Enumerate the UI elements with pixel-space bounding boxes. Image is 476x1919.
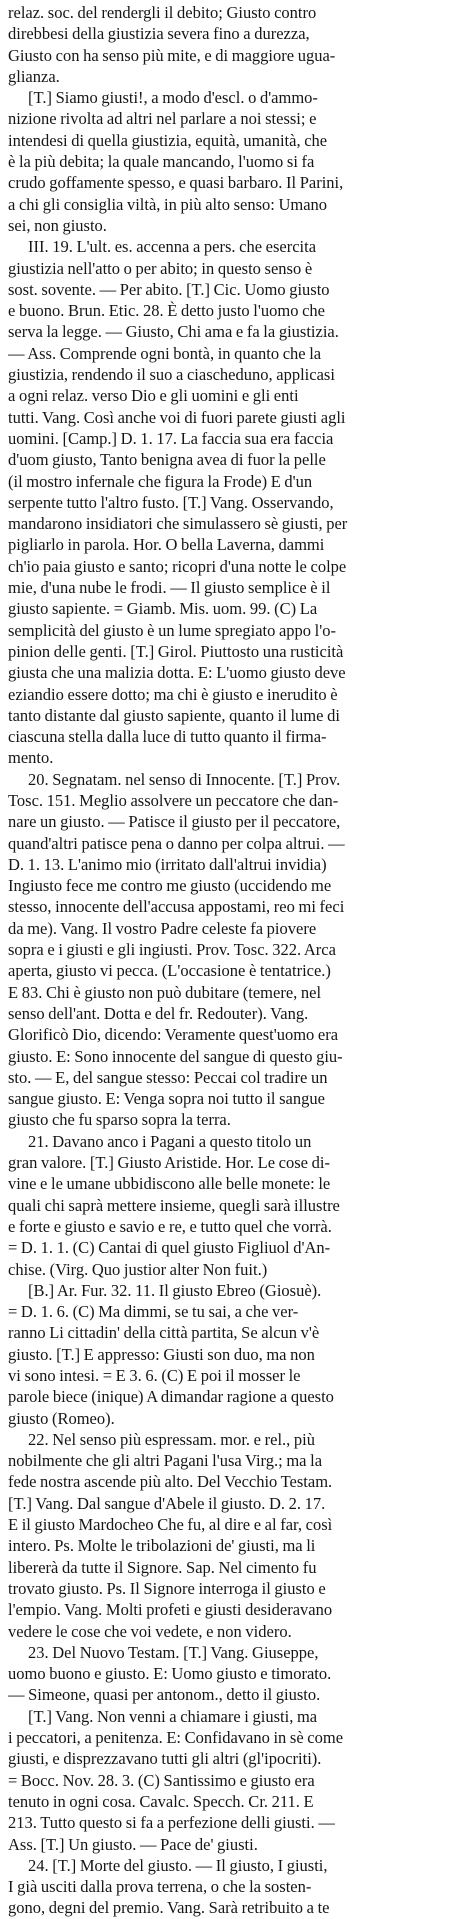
paragraph-s22 bbox=[8, 1429, 466, 1642]
text-line: = D. 1. 6. (C) Ma dimmi, se tu sai, a che ver- bbox=[8, 1302, 299, 1322]
text-line: d'uom giusto, Tanto benigna avea di fuor la pelle bbox=[8, 450, 326, 470]
text-line: trovato giusto. Ps. Il Signore interroga il giusto e bbox=[8, 1578, 326, 1598]
text-line: l'empio. Vang. Molti profeti e giusti desideravano bbox=[8, 1600, 333, 1620]
text-line: giusto sapiente. = Giamb. Mis. uom. 99. (C) La bbox=[8, 599, 318, 619]
paragraph-b-ar bbox=[8, 1280, 466, 1429]
text-line: Ingiusto fece me contro me giusto (uccidendo me bbox=[8, 876, 332, 896]
paragraph-t-vang bbox=[8, 1706, 466, 1855]
text-line: 21. Davano anco i Pagani a questo titolo un bbox=[28, 1131, 312, 1151]
text-line: e buono. Brun. Etic. 28. È detto justo l'uomo che bbox=[8, 301, 325, 321]
text-line: intendesi di quella giustizia, equità, umanità, che bbox=[8, 130, 328, 150]
text-line: mie, d'una nube le frodi. — Il giusto semplice è il bbox=[8, 578, 331, 598]
text-line: glianza. bbox=[8, 66, 60, 86]
paragraph-s19 bbox=[8, 236, 466, 768]
paragraph-s21 bbox=[8, 1131, 466, 1280]
text-line: intero. Ps. Molte le tribolazioni de' giusti, ma li bbox=[8, 1536, 316, 1556]
text-line: [B.] Ar. Fur. 32. 11. Il giusto Ebreo (Giosuè). bbox=[28, 1280, 322, 1300]
text-line: eziandio essere dotto; ma chi è giusto e inerudito è bbox=[8, 684, 338, 704]
text-line: pigliarlo in parola. Hor. O bella Laverna, dammi bbox=[8, 535, 325, 555]
paragraph-s20 bbox=[8, 769, 466, 1131]
text-line: Ass. [T.] Un giusto. — Pace de' giusti. bbox=[8, 1834, 258, 1854]
text-line: giusto. [T.] E appresso: Giusti son duo, ma non bbox=[8, 1344, 315, 1364]
text-line: serva la legge. — Giusto, Chi ama e fa la giustizia. bbox=[8, 322, 339, 342]
text-line: nizione rivolta ad altri nel parlare a noi stessi; e bbox=[8, 109, 317, 129]
text-line: 22. Nel senso più espressam. mor. e rel., più bbox=[28, 1429, 315, 1449]
text-line: uomo buono e giusto. E: Uomo giusto e timorato. bbox=[8, 1664, 332, 1684]
text-line: tanto distante dal giusto sapiente, quanto il lume di bbox=[8, 705, 340, 725]
text-line: Giusto con ha senso più mite, e di maggiore ugua- bbox=[8, 45, 336, 65]
text-line: i peccatori, a penitenza. E: Confidavano in sè come bbox=[8, 1728, 344, 1748]
text-line: sopra e i giusti e gli ingiusti. Prov. Tosc. 322. Arca bbox=[8, 940, 336, 960]
text-line: tutti. Vang. Così anche voi di fuori parete giusti agli bbox=[8, 407, 346, 427]
text-line: gran valore. [T.] Giusto Aristide. Hor. Le cose di- bbox=[8, 1153, 330, 1173]
text-line: quand'altri patisce pena o danno per colpa altrui. — bbox=[8, 833, 345, 853]
text-line: = D. 1. 1. (C) Cantai di quel giusto Figliuol d'An- bbox=[8, 1238, 331, 1258]
text-line: chise. (Virg. Quo justior alter Non fuit.) bbox=[8, 1259, 268, 1279]
text-line: = Bocc. Nov. 28. 3. (C) Santissimo e giusto era bbox=[8, 1770, 315, 1790]
text-line: fede nostra ascende più alto. Del Vecchio Testam. bbox=[8, 1472, 333, 1492]
text-line: a chi gli consiglia viltà, in più alto senso: Umano bbox=[8, 194, 328, 214]
text-line: tenuto in ogni cosa. Cavalc. Specch. Cr. 211. E bbox=[8, 1791, 314, 1811]
text-line: giustizia, rendendo il suo a ciascheduno, applicasi bbox=[8, 365, 335, 385]
entry-text bbox=[8, 2, 466, 1919]
text-line: giustizia nell'atto o per abito; in questo senso è bbox=[8, 258, 313, 278]
text-line: giusti, e disprezzavano tutti gli altri (gl'ipocriti). bbox=[8, 1749, 322, 1769]
text-line: [T.] Vang. Non venni a chiamare i giusti, ma bbox=[28, 1706, 318, 1726]
text-line: direbbesi della giustizia severa fino a durezza, bbox=[8, 24, 310, 44]
text-line: Glorificò Dio, dicendo: Veramente quest'uomo era bbox=[8, 1025, 339, 1045]
text-line: — Simeone, quasi per antonom., detto il giusto. bbox=[8, 1685, 321, 1705]
paragraph-s23 bbox=[8, 1642, 466, 1706]
text-line: nobilmente che gli altri Pagani l'usa Virg.; ma la bbox=[8, 1451, 323, 1471]
paragraph-t-siamo bbox=[8, 87, 466, 236]
text-line: ranno Li cittadin' della città partita, Se alcun v'è bbox=[8, 1323, 320, 1343]
text-line: nare un giusto. — Patisce il giusto per il peccatore, bbox=[8, 812, 341, 832]
text-line: vine e le umane ubbidiscono alle belle monete: le bbox=[8, 1174, 331, 1194]
text-line: quali chi saprà mettere insieme, quegli sarà illustre bbox=[8, 1195, 340, 1215]
text-line: giusto che fu sparso sopra la terra. bbox=[8, 1110, 231, 1130]
text-line: aperta, giusto vi pecca. (L'occasione è tentatrice.) bbox=[8, 961, 331, 981]
text-line: giusto (Romeo). bbox=[8, 1408, 115, 1428]
text-line: e forte e giusto e savio e re, e tutto quel che vorrà. bbox=[8, 1216, 332, 1236]
text-line: giusta che una malizia dotta. E: L'uomo giusto deve bbox=[8, 663, 346, 683]
text-line: III. 19. L'ult. es. accenna a pers. che esercita bbox=[28, 237, 317, 257]
text-line: è la più debita; la quale mancando, l'uomo si fa bbox=[8, 152, 315, 172]
text-line: 20. Segnatam. nel senso di Innocente. [T.] Prov. bbox=[28, 769, 341, 789]
text-line: mento. bbox=[8, 748, 54, 768]
paragraph-intro bbox=[8, 2, 466, 87]
text-line: a ogni relaz. verso Dio e gli uomini e gli enti bbox=[8, 386, 299, 406]
text-line: uomini. [Camp.] D. 1. 17. La faccia sua era faccia bbox=[8, 428, 334, 448]
text-line: semplicità del giusto è un lume spregiato appo l'o- bbox=[8, 620, 336, 640]
text-line: sto. — E, del sangue stesso: Peccai col tradire un bbox=[8, 1067, 328, 1087]
text-line: libererà da tutte il Signore. Sap. Nel cimento fu bbox=[8, 1557, 317, 1577]
text-line: senso dell'ant. Dotta e del fr. Redouter). Vang. bbox=[8, 1003, 309, 1023]
text-line: gono, degni del premio. Vang. Sarà retribuito a te bbox=[8, 1898, 330, 1918]
text-line: E 83. Chi è giusto non può dubitare (temere, nel bbox=[8, 982, 322, 1002]
text-line: 23. Del Nuovo Testam. [T.] Vang. Giuseppe, bbox=[28, 1642, 319, 1662]
text-line: serpente tutto l'altro fusto. [T.] Vang. Osservando, bbox=[8, 492, 334, 512]
text-line: [T.] Vang. Dal sangue d'Abele il giusto. D. 2. 17. bbox=[8, 1493, 326, 1513]
paragraph-s24 bbox=[8, 1855, 466, 1919]
text-line: ciascuna stella dalla luce di tutto quanto il firma- bbox=[8, 727, 327, 747]
text-line: (il mostro infernale che figura la Frode) E d'un bbox=[8, 471, 313, 491]
text-line: stesso, innocente dell'accusa appostami, reo mi feci bbox=[8, 897, 345, 917]
text-line: relaz. soc. del rendergli il debito; Giusto contro bbox=[8, 3, 317, 22]
text-line: crudo goffamente spesso, e quasi barbaro. Il Parini, bbox=[8, 173, 344, 193]
text-line: D. 1. 13. L'animo mio (irritato dall'altrui invidia) bbox=[8, 854, 327, 874]
text-line: 213. Tutto questo si fa a perfezione delli giusti. — bbox=[8, 1813, 335, 1833]
text-line: sei, non giusto. bbox=[8, 215, 107, 235]
text-line: — Ass. Comprende ogni bontà, in quanto che la bbox=[8, 343, 322, 363]
text-line: da me). Vang. Il vostro Padre celeste fa piovere bbox=[8, 918, 317, 938]
text-line: 24. [T.] Morte del giusto. — Il giusto, I giusti, bbox=[28, 1855, 328, 1875]
text-line: I già usciti dalla prova terrena, o che la sosten- bbox=[8, 1877, 312, 1897]
text-line: [T.] Siamo giusti!, a modo d'escl. o d'ammo- bbox=[28, 88, 318, 108]
text-line: Tosc. 151. Meglio assolvere un peccatore che dan- bbox=[8, 790, 339, 810]
text-line: vedere le cose che voi vedete, e non videro. bbox=[8, 1621, 292, 1641]
text-line: pinion delle genti. [T.] Girol. Piuttosto una rusticità bbox=[8, 641, 344, 661]
text-line: ch'io paia giusto e santo; ricopri d'una notte le colpe bbox=[8, 556, 347, 576]
text-line: sangue giusto. E: Venga sopra noi tutto il sangue bbox=[8, 1089, 325, 1109]
text-line: E il giusto Mardocheo Che fu, al dire e al far, così bbox=[8, 1515, 333, 1535]
text-line: vi sono intesi. = E 3. 6. (C) E poi il mosser le bbox=[8, 1366, 301, 1385]
text-line: sost. sovente. — Per abito. [T.] Cic. Uomo giusto bbox=[8, 279, 330, 299]
text-line: mandarono insidiatori che simulassero sè giusti, per bbox=[8, 514, 348, 534]
text-line: parole biece (inique) A dimandar ragione a questo bbox=[8, 1387, 334, 1407]
text-line: giusto. E: Sono innocente del sangue di questo giu- bbox=[8, 1046, 343, 1066]
